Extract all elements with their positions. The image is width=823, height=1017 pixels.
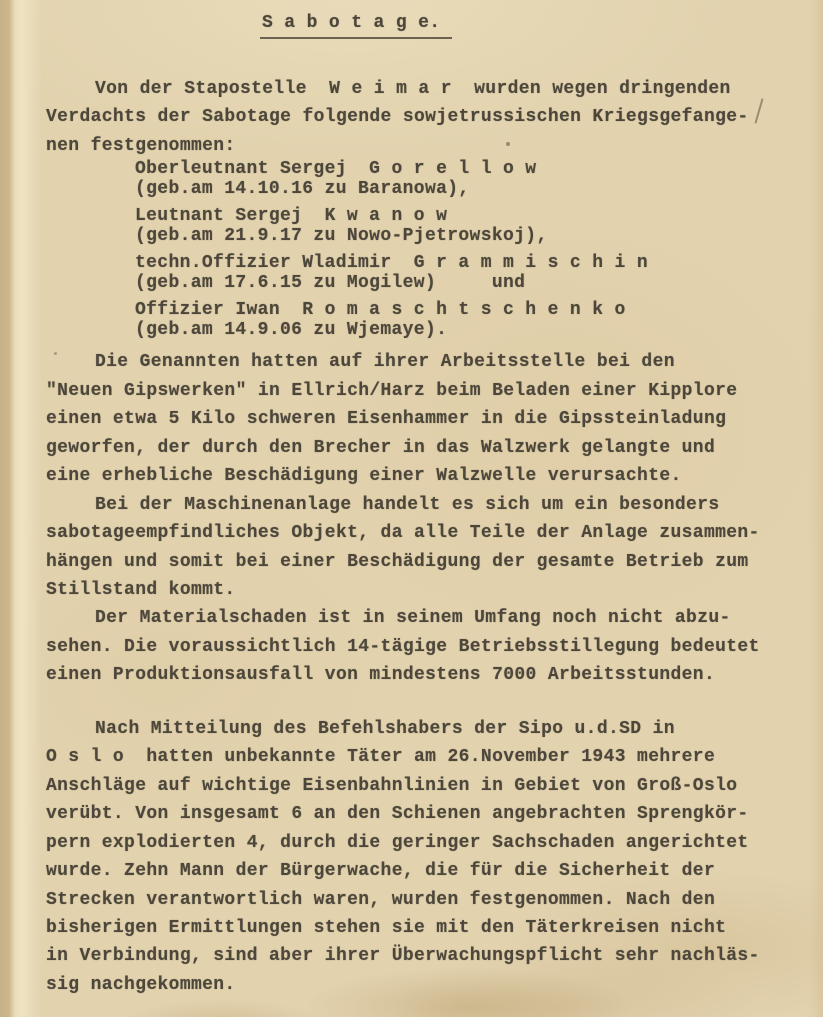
text-line: Leutnant Sergej K w a n o w (135, 206, 448, 227)
text-line: Strecken verantwortlich waren, wurden festgenommen. Nach den (46, 889, 716, 910)
paragraph (46, 491, 786, 605)
text-line: Nach Mitteilung des Befehlshabers der Sipo u.d.SD in (95, 718, 675, 739)
text-line: sabotageempfindliches Objekt, da alle Teile der Anlage zusammen- (46, 523, 760, 544)
text-line: (geb.am 14.9.06 zu Wjemaye). (135, 319, 448, 340)
prisoner-entry (135, 160, 786, 199)
paragraph (46, 715, 786, 1000)
text-line: hängen und somit bei einer Beschädigung der gesamte Betrieb zum (46, 551, 749, 572)
paragraph (46, 604, 786, 689)
text-line: sig nachgekommen. (46, 974, 236, 995)
text-line: verübt. Von insgesamt 6 an den Schienen angebrachten Sprengkör- (46, 804, 749, 825)
prisoner-entry (135, 254, 786, 293)
text-line: nen festgenommen: (46, 135, 236, 156)
text-line: Offizier Iwan R o m a s c h t s c h e n k o (135, 300, 626, 321)
text-line: Stillstand kommt. (46, 579, 236, 600)
text-line: einen Produktionsausfall von mindestens 7000 Arbeitsstunden. (46, 665, 716, 686)
ink-speck (54, 352, 57, 355)
document-content (46, 6, 786, 999)
text-line: geworfen, der durch den Brecher in das Walzwerk gelangte und (46, 437, 716, 458)
text-line: bisherigen Ermittlungen stehen sie mit den Täterkreisen nicht (46, 917, 727, 938)
text-line: Oberleutnant Sergej G o r e l l o w (135, 159, 537, 180)
text-line: Bei der Maschinenanlage handelt es sich um ein besonders (95, 494, 720, 515)
prisoner-entry (135, 207, 786, 246)
document-body (46, 75, 786, 999)
document-title: S a b o t a g e. (260, 12, 452, 39)
text-line: wurde. Zehn Mann der Bürgerwache, die für die Sicherheit der (46, 861, 716, 882)
text-line: O s l o hatten unbekannte Täter am 26.November 1943 mehrere (46, 747, 716, 768)
text-line: (geb.am 14.10.16 zu Baranowa), (135, 178, 470, 199)
text-line: eine erhebliche Beschädigung einer Walzwelle verursachte. (46, 466, 682, 487)
text-line: Verdachts der Sabotage folgende sowjetrussischen Kriegsgefange- (46, 107, 749, 128)
text-line: pern explodierten 4, durch die geringer Sachschaden angerichtet (46, 832, 749, 853)
text-line: (geb.am 17.6.15 zu Mogilew) und (135, 272, 526, 293)
paragraph (46, 75, 786, 160)
text-line: Die Genannten hatten auf ihrer Arbeitsstelle bei den (95, 352, 675, 373)
paragraph (46, 348, 786, 490)
text-line: (geb.am 21.9.17 zu Nowo-Pjetrowskoj), (135, 225, 548, 246)
text-line: sehen. Die voraussichtlich 14-tägige Betriebsstillegung bedeutet (46, 636, 760, 657)
ink-speck (506, 142, 510, 146)
ink-speck (508, 116, 511, 119)
text-line: Der Materialschaden ist in seinem Umfang noch nicht abzu- (95, 608, 731, 629)
text-line: einen etwa 5 Kilo schweren Eisenhammer in die Gipssteinladung (46, 409, 727, 430)
text-line: techn.Offizier Wladimir G r a m m i s c h i n (135, 253, 648, 274)
text-line: "Neuen Gipswerken" in Ellrich/Harz beim Beladen einer Kipplore (46, 380, 738, 401)
text-line: Von der Stapostelle W e i m a r wurden wegen dringenden (95, 79, 731, 99)
text-line: in Verbindung, sind aber ihrer Überwachungspflicht sehr nachläs- (46, 946, 760, 967)
prisoner-entry (135, 301, 786, 340)
text-line: Anschläge auf wichtige Eisenbahnlinien in Gebiet von Groß-Oslo (46, 775, 738, 796)
